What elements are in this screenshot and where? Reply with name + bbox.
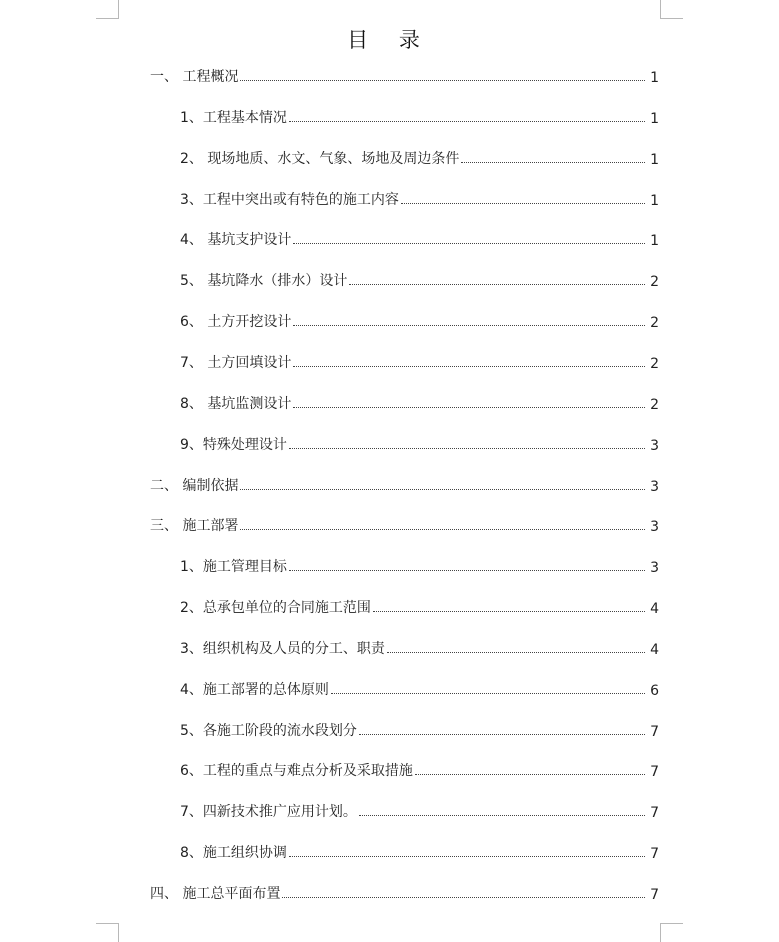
toc-entry-title: 二、 编制依据 <box>150 477 239 494</box>
toc-entry-page-number: 2 <box>650 315 659 332</box>
toc-dot-leader <box>401 203 645 204</box>
toc-entry[interactable] <box>0 760 779 788</box>
toc-entry-page-number: 7 <box>650 846 659 863</box>
toc-entry-line <box>180 556 659 576</box>
toc-entry[interactable] <box>0 679 779 707</box>
toc-dot-leader <box>289 121 645 122</box>
toc-entry-title: 8、施工组织协调 <box>180 845 287 862</box>
toc-entry-line <box>150 515 659 535</box>
page-title: 目 录 <box>347 28 432 52</box>
toc-entry[interactable] <box>0 311 779 339</box>
toc-entry-page-number: 3 <box>650 478 659 495</box>
toc-dot-leader <box>240 529 645 530</box>
toc-entry[interactable] <box>0 270 779 298</box>
toc-entry-title: 1、工程基本情况 <box>180 109 287 126</box>
toc-entry-line <box>180 842 659 862</box>
toc-entry-title: 2、 现场地质、水文、气象、场地及周边条件 <box>180 150 460 167</box>
page-corner-mark <box>660 923 683 942</box>
toc-entry-page-number: 7 <box>650 805 659 822</box>
toc-entry-page-number: 7 <box>650 764 659 781</box>
toc-entry[interactable] <box>0 556 779 584</box>
toc-entry-line <box>180 720 659 740</box>
toc-entry-line <box>180 189 659 209</box>
toc-entry-title: 6、工程的重点与难点分析及采取措施 <box>180 763 413 780</box>
toc-entry-title: 3、工程中突出或有特色的施工内容 <box>180 191 399 208</box>
toc-entry-line <box>150 883 659 903</box>
toc-entry-line <box>180 229 659 249</box>
toc-entry-title: 5、 基坑降水（排水）设计 <box>180 273 348 290</box>
toc-entry-title: 9、特殊处理设计 <box>180 436 287 453</box>
toc-entry-page-number: 2 <box>650 355 659 372</box>
toc-entry-line <box>180 148 659 168</box>
toc-entry-line <box>180 270 659 290</box>
toc-dot-leader <box>282 897 645 898</box>
toc-entry[interactable] <box>0 393 779 421</box>
toc-entry[interactable] <box>0 597 779 625</box>
toc-entry-title: 3、组织机构及人员的分工、职责 <box>180 640 385 657</box>
toc-dot-leader <box>373 611 645 612</box>
toc-entry-title: 5、各施工阶段的流水段划分 <box>180 722 357 739</box>
toc-dot-leader <box>240 489 645 490</box>
page-corner-mark <box>96 0 119 19</box>
toc-entry-page-number: 3 <box>650 560 659 577</box>
toc-entry-line <box>180 434 659 454</box>
toc-entry-page-number: 1 <box>650 151 659 168</box>
toc-dot-leader <box>359 815 645 816</box>
toc-entry-title: 1、施工管理目标 <box>180 559 287 576</box>
toc-entry[interactable] <box>0 148 779 176</box>
toc-entry-page-number: 7 <box>650 887 659 903</box>
toc-entry-line <box>180 638 659 658</box>
toc-entry-title: 四、 施工总平面布置 <box>150 886 281 902</box>
toc-entry[interactable] <box>0 434 779 462</box>
toc-entry-page-number: 1 <box>650 233 659 250</box>
toc-entry-line <box>150 475 659 495</box>
toc-entry-page-number: 3 <box>650 519 659 536</box>
toc-entry-line <box>180 393 659 413</box>
toc-entry-title: 2、总承包单位的合同施工范围 <box>180 600 371 617</box>
toc-entry-page-number: 4 <box>650 641 659 658</box>
toc-entry-line <box>180 311 659 331</box>
toc-dot-leader <box>293 407 645 408</box>
toc-entry-page-number: 1 <box>650 110 659 127</box>
toc-dot-leader <box>387 652 645 653</box>
toc-entry-title: 4、施工部署的总体原则 <box>180 681 329 698</box>
toc-dot-leader <box>293 325 645 326</box>
toc-entry-line <box>180 352 659 372</box>
toc-dot-leader <box>240 80 645 81</box>
toc-entry[interactable] <box>0 801 779 829</box>
toc-dot-leader <box>289 570 645 571</box>
toc-entry-page-number: 2 <box>650 396 659 413</box>
toc-entry[interactable] <box>0 352 779 380</box>
toc-entry-line <box>180 107 659 127</box>
toc-dot-leader <box>293 243 645 244</box>
toc-entry[interactable] <box>0 475 779 503</box>
toc-entry-line <box>180 597 659 617</box>
toc-dot-leader <box>331 693 645 694</box>
toc-dot-leader <box>289 448 645 449</box>
toc-entry-title: 8、 基坑监测设计 <box>180 395 292 412</box>
toc-entry[interactable] <box>0 107 779 135</box>
toc-dot-leader <box>461 162 645 163</box>
toc-entry[interactable] <box>0 720 779 748</box>
toc-entry-title: 一、 工程概况 <box>150 69 239 85</box>
toc-entry-line <box>180 679 659 699</box>
toc-entry-title: 7、 土方回填设计 <box>180 354 292 371</box>
toc-entry-title: 三、 施工部署 <box>150 518 239 535</box>
toc-entry-title: 7、四新技术推广应用计划。 <box>180 804 357 821</box>
toc-entry[interactable] <box>0 883 779 911</box>
toc-entry[interactable] <box>0 229 779 257</box>
toc-entry-page-number: 2 <box>650 274 659 291</box>
toc-entry-page-number: 6 <box>650 682 659 699</box>
toc-entry[interactable] <box>0 66 779 94</box>
page-corner-mark <box>96 923 119 942</box>
toc-entry[interactable] <box>0 842 779 870</box>
toc-entry[interactable] <box>0 515 779 543</box>
toc-dot-leader <box>293 366 645 367</box>
toc-entry-page-number: 1 <box>650 192 659 209</box>
toc-entry[interactable] <box>0 189 779 217</box>
page-corner-mark <box>660 0 683 19</box>
toc-entry-line <box>180 760 659 780</box>
toc-entry-page-number: 4 <box>650 601 659 618</box>
toc-entry-line <box>150 66 659 86</box>
toc-dot-leader <box>349 284 645 285</box>
toc-dot-leader <box>359 734 645 735</box>
toc-dot-leader <box>415 774 645 775</box>
toc-entry-line <box>180 801 659 821</box>
toc-dot-leader <box>289 856 645 857</box>
toc-entry-title: 4、 基坑支护设计 <box>180 232 292 249</box>
toc-entry-page-number: 3 <box>650 437 659 454</box>
toc-entry-page-number: 7 <box>650 723 659 740</box>
toc-entry-page-number: 1 <box>650 70 659 86</box>
toc-entry-title: 6、 土方开挖设计 <box>180 314 292 331</box>
toc-entry[interactable] <box>0 638 779 666</box>
